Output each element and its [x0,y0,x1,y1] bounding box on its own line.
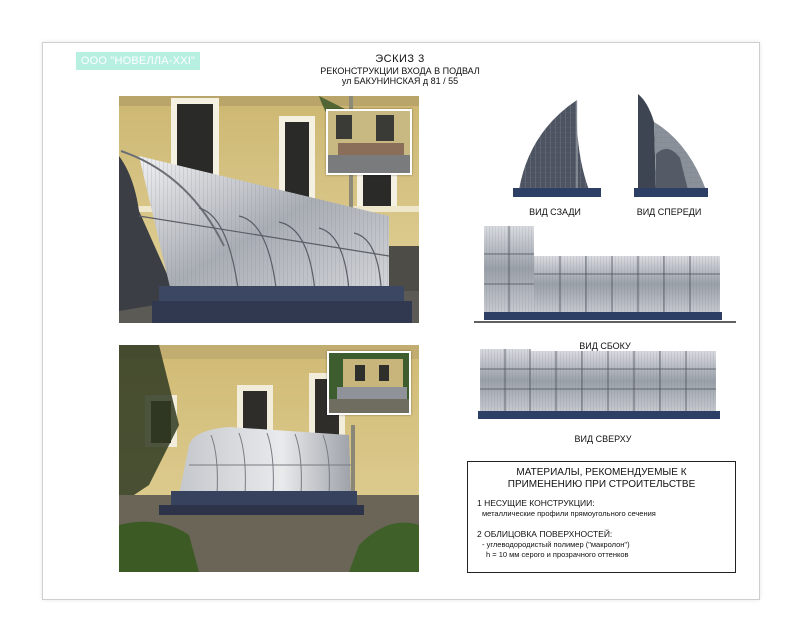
materials-title-line2: ПРИМЕНЕНИЮ ПРИ СТРОИТЕЛЬСТВЕ [507,479,696,490]
photo-render-2 [119,345,419,572]
materials-title-line1: МАТЕРИАЛЫ, РЕКОМЕНДУЕМЫЕ К [516,467,687,478]
view-side-label: ВИД СБОКУ [579,341,631,351]
materials-item2-text1: - углеводородистый полимер ("макролон") [482,540,630,549]
view-rear-label: ВИД СЗАДИ [529,207,581,217]
photo-inset-2 [327,351,411,415]
materials-item1-text: металлические профили прямоугольного сечения [482,509,656,518]
view-top-label: ВИД СВЕРХУ [574,434,632,444]
materials-item2-heading: 2 ОБЛИЦОВКА ПОВЕРХНОСТЕЙ: [477,529,613,539]
company-label: ООО "НОВЕЛЛА-XXI" [76,52,200,70]
sketch-title: ЭСКИЗ 3 [375,53,425,65]
photo-inset-1 [326,109,412,175]
materials-item1-heading: 1 НЕСУЩИЕ КОНСТРУКЦИИ: [477,498,595,508]
sketch-address: ул БАКУНИНСКАЯ д 81 / 55 [341,76,459,86]
materials-box [467,461,736,573]
view-front-label: ВИД СПЕРЕДИ [636,207,702,217]
sketch-subtitle: РЕКОНСТРУКЦИИ ВХОДА В ПОДВАЛ [320,66,480,76]
materials-title [468,467,735,491]
view-rear-drawing [505,92,605,202]
view-side-drawing [474,224,736,326]
materials-item2-text2: h = 10 мм серого и прозрачного оттенков [486,550,629,559]
view-front-drawing [628,92,710,202]
view-top-drawing [476,347,722,421]
photo-render-1 [119,96,419,323]
